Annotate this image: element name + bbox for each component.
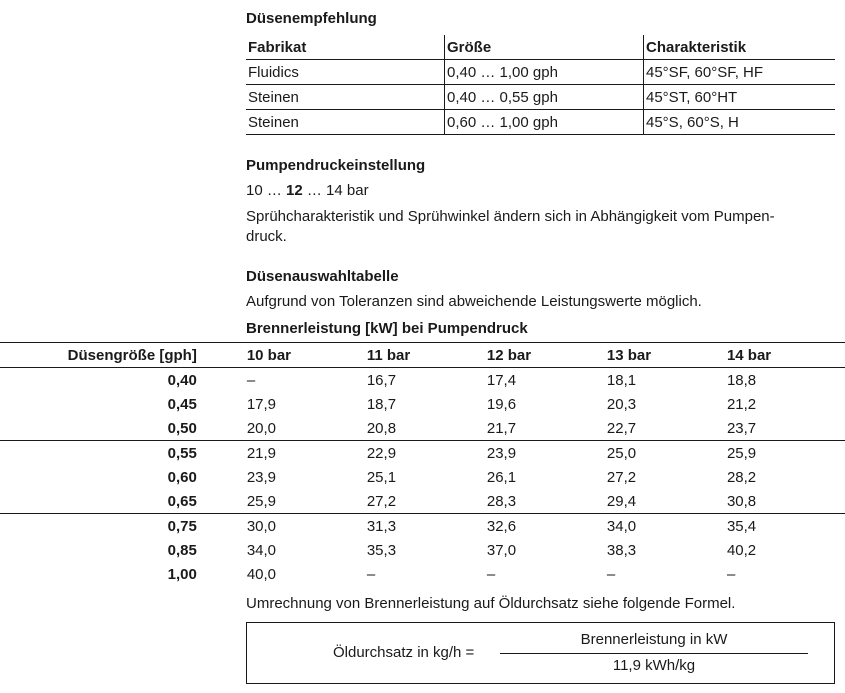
table-cell: 35,4 bbox=[725, 514, 845, 539]
pump-pressure-heading: Pumpendruckeinstellung bbox=[246, 157, 426, 174]
table-cell: 21,2 bbox=[726, 395, 757, 413]
table-cell: 40,2 bbox=[726, 541, 757, 559]
table-cell: 23,9 bbox=[485, 441, 605, 466]
table-cell: 25,9 bbox=[246, 492, 277, 510]
pump-pressure-range bbox=[246, 182, 369, 199]
nozzle-selection-table bbox=[0, 342, 845, 586]
nozzle-size: 0,75 bbox=[0, 514, 245, 539]
table-cell: 30,8 bbox=[726, 492, 757, 510]
column-header-10bar: 10 bar bbox=[245, 343, 365, 368]
table-row bbox=[0, 416, 845, 441]
pump-pressure-note-line1: Sprühcharakteristik und Sprühwinkel ändern sich in Abhängigkeit vom Pumpen- bbox=[246, 208, 775, 225]
nozzle-size: 0,45 bbox=[167, 395, 197, 413]
conversion-text: Umrechnung von Brennerleistung auf Öldurchsatz siehe folgende Formel. bbox=[246, 595, 736, 612]
nozzle-size: 1,00 bbox=[167, 565, 197, 583]
table-cell: – bbox=[606, 565, 616, 583]
range-end: … 14 bar bbox=[302, 182, 369, 199]
table-cell: Fluidics bbox=[246, 60, 445, 85]
table-cell: 31,3 bbox=[365, 514, 485, 539]
table-cell: Steinen bbox=[246, 85, 445, 110]
table-cell: 29,4 bbox=[606, 492, 637, 510]
column-header-fabrikat: Fabrikat bbox=[246, 35, 445, 60]
table-cell: 30,0 bbox=[245, 514, 365, 539]
table-row bbox=[246, 110, 835, 135]
table-cell: 20,8 bbox=[366, 419, 397, 437]
table-cell: 16,7 bbox=[366, 371, 397, 389]
table-cell: – bbox=[486, 565, 496, 583]
table-row bbox=[246, 60, 835, 85]
formula-numerator: Brennerleistung in kW bbox=[580, 631, 728, 648]
nozzle-size: 0,55 bbox=[0, 441, 245, 466]
table-row bbox=[0, 489, 845, 514]
range-default: 12 bbox=[286, 182, 303, 199]
table-cell: 20,3 bbox=[606, 395, 637, 413]
table-cell: 32,6 bbox=[485, 514, 605, 539]
table-cell: 18,7 bbox=[366, 395, 397, 413]
table-cell: 27,2 bbox=[606, 468, 637, 486]
formula-lhs: Öldurchsatz in kg/h = bbox=[333, 644, 475, 661]
pump-pressure-note-line2: druck. bbox=[246, 228, 287, 245]
table-cell: 40,0 bbox=[246, 565, 277, 583]
column-header-nozzle-size: Düsengröße [gph] bbox=[0, 343, 245, 368]
range-start: 10 … bbox=[246, 182, 287, 199]
table-cell: – bbox=[366, 565, 376, 583]
table-cell: 35,3 bbox=[366, 541, 397, 559]
table-cell: 37,0 bbox=[486, 541, 517, 559]
table-row bbox=[0, 392, 845, 416]
table-cell: 27,2 bbox=[366, 492, 397, 510]
table-cell: 45°S, 60°S, H bbox=[644, 110, 836, 135]
table-cell: 38,3 bbox=[606, 541, 637, 559]
table-cell: 28,2 bbox=[726, 468, 757, 486]
table-row bbox=[0, 465, 845, 489]
table-cell: 25,1 bbox=[366, 468, 397, 486]
formula-denominator: 11,9 kWh/kg bbox=[612, 657, 696, 674]
nozzle-size: 0,40 bbox=[167, 371, 197, 389]
table-cell: 23,7 bbox=[726, 419, 757, 437]
table-cell: 34,0 bbox=[246, 541, 277, 559]
table-cell: Steinen bbox=[246, 110, 445, 135]
table-cell: 0,40 … 0,55 gph bbox=[445, 85, 644, 110]
table-cell: 20,0 bbox=[246, 419, 277, 437]
table-cell: 0,40 … 1,00 gph bbox=[445, 60, 644, 85]
table-cell: 34,0 bbox=[605, 514, 725, 539]
table-row bbox=[0, 514, 845, 539]
table-row bbox=[0, 562, 845, 586]
selection-heading: Düsenauswahltabelle bbox=[246, 268, 399, 285]
table-cell: 21,7 bbox=[486, 419, 517, 437]
selection-note: Aufgrund von Toleranzen sind abweichende Leistungswerte möglich. bbox=[246, 293, 702, 310]
table-cell: – bbox=[246, 371, 256, 389]
column-header-charakteristik: Charakteristik bbox=[644, 35, 836, 60]
table-row bbox=[0, 368, 845, 393]
table-cell: 26,1 bbox=[486, 468, 517, 486]
table-cell: 17,4 bbox=[486, 371, 517, 389]
column-header-13bar: 13 bar bbox=[605, 343, 725, 368]
table-cell: 21,9 bbox=[245, 441, 365, 466]
table-cell: 28,3 bbox=[486, 492, 517, 510]
table-cell: – bbox=[726, 565, 736, 583]
table-cell: 25,9 bbox=[725, 441, 845, 466]
nozzle-size: 0,60 bbox=[167, 468, 197, 486]
nozzle-recommendation-table bbox=[246, 35, 835, 135]
table-row bbox=[0, 441, 845, 466]
table-cell: 0,60 … 1,00 gph bbox=[445, 110, 644, 135]
nozzle-size: 0,65 bbox=[167, 492, 197, 510]
column-header-12bar: 12 bar bbox=[485, 343, 605, 368]
column-header-groesse: Größe bbox=[445, 35, 644, 60]
nozzle-recommendation-heading: Düsenempfehlung bbox=[246, 10, 377, 27]
nozzle-size: 0,85 bbox=[167, 541, 197, 559]
table-cell: 25,0 bbox=[605, 441, 725, 466]
table-row bbox=[0, 538, 845, 562]
selection-group-header: Brennerleistung [kW] bei Pumpendruck bbox=[246, 320, 528, 337]
table-cell: 45°SF, 60°SF, HF bbox=[644, 60, 836, 85]
column-header-14bar: 14 bar bbox=[725, 343, 845, 368]
table-cell: 17,9 bbox=[246, 395, 277, 413]
table-cell: 22,7 bbox=[606, 419, 637, 437]
table-cell: 18,8 bbox=[726, 371, 757, 389]
table-cell: 45°ST, 60°HT bbox=[644, 85, 836, 110]
formula-box bbox=[246, 622, 835, 684]
table-cell: 22,9 bbox=[365, 441, 485, 466]
nozzle-size: 0,50 bbox=[167, 419, 197, 437]
table-cell: 23,9 bbox=[246, 468, 277, 486]
table-row bbox=[246, 85, 835, 110]
table-cell: 19,6 bbox=[486, 395, 517, 413]
table-cell: 18,1 bbox=[606, 371, 637, 389]
fraction-line bbox=[500, 653, 808, 654]
column-header-11bar: 11 bar bbox=[365, 343, 485, 368]
